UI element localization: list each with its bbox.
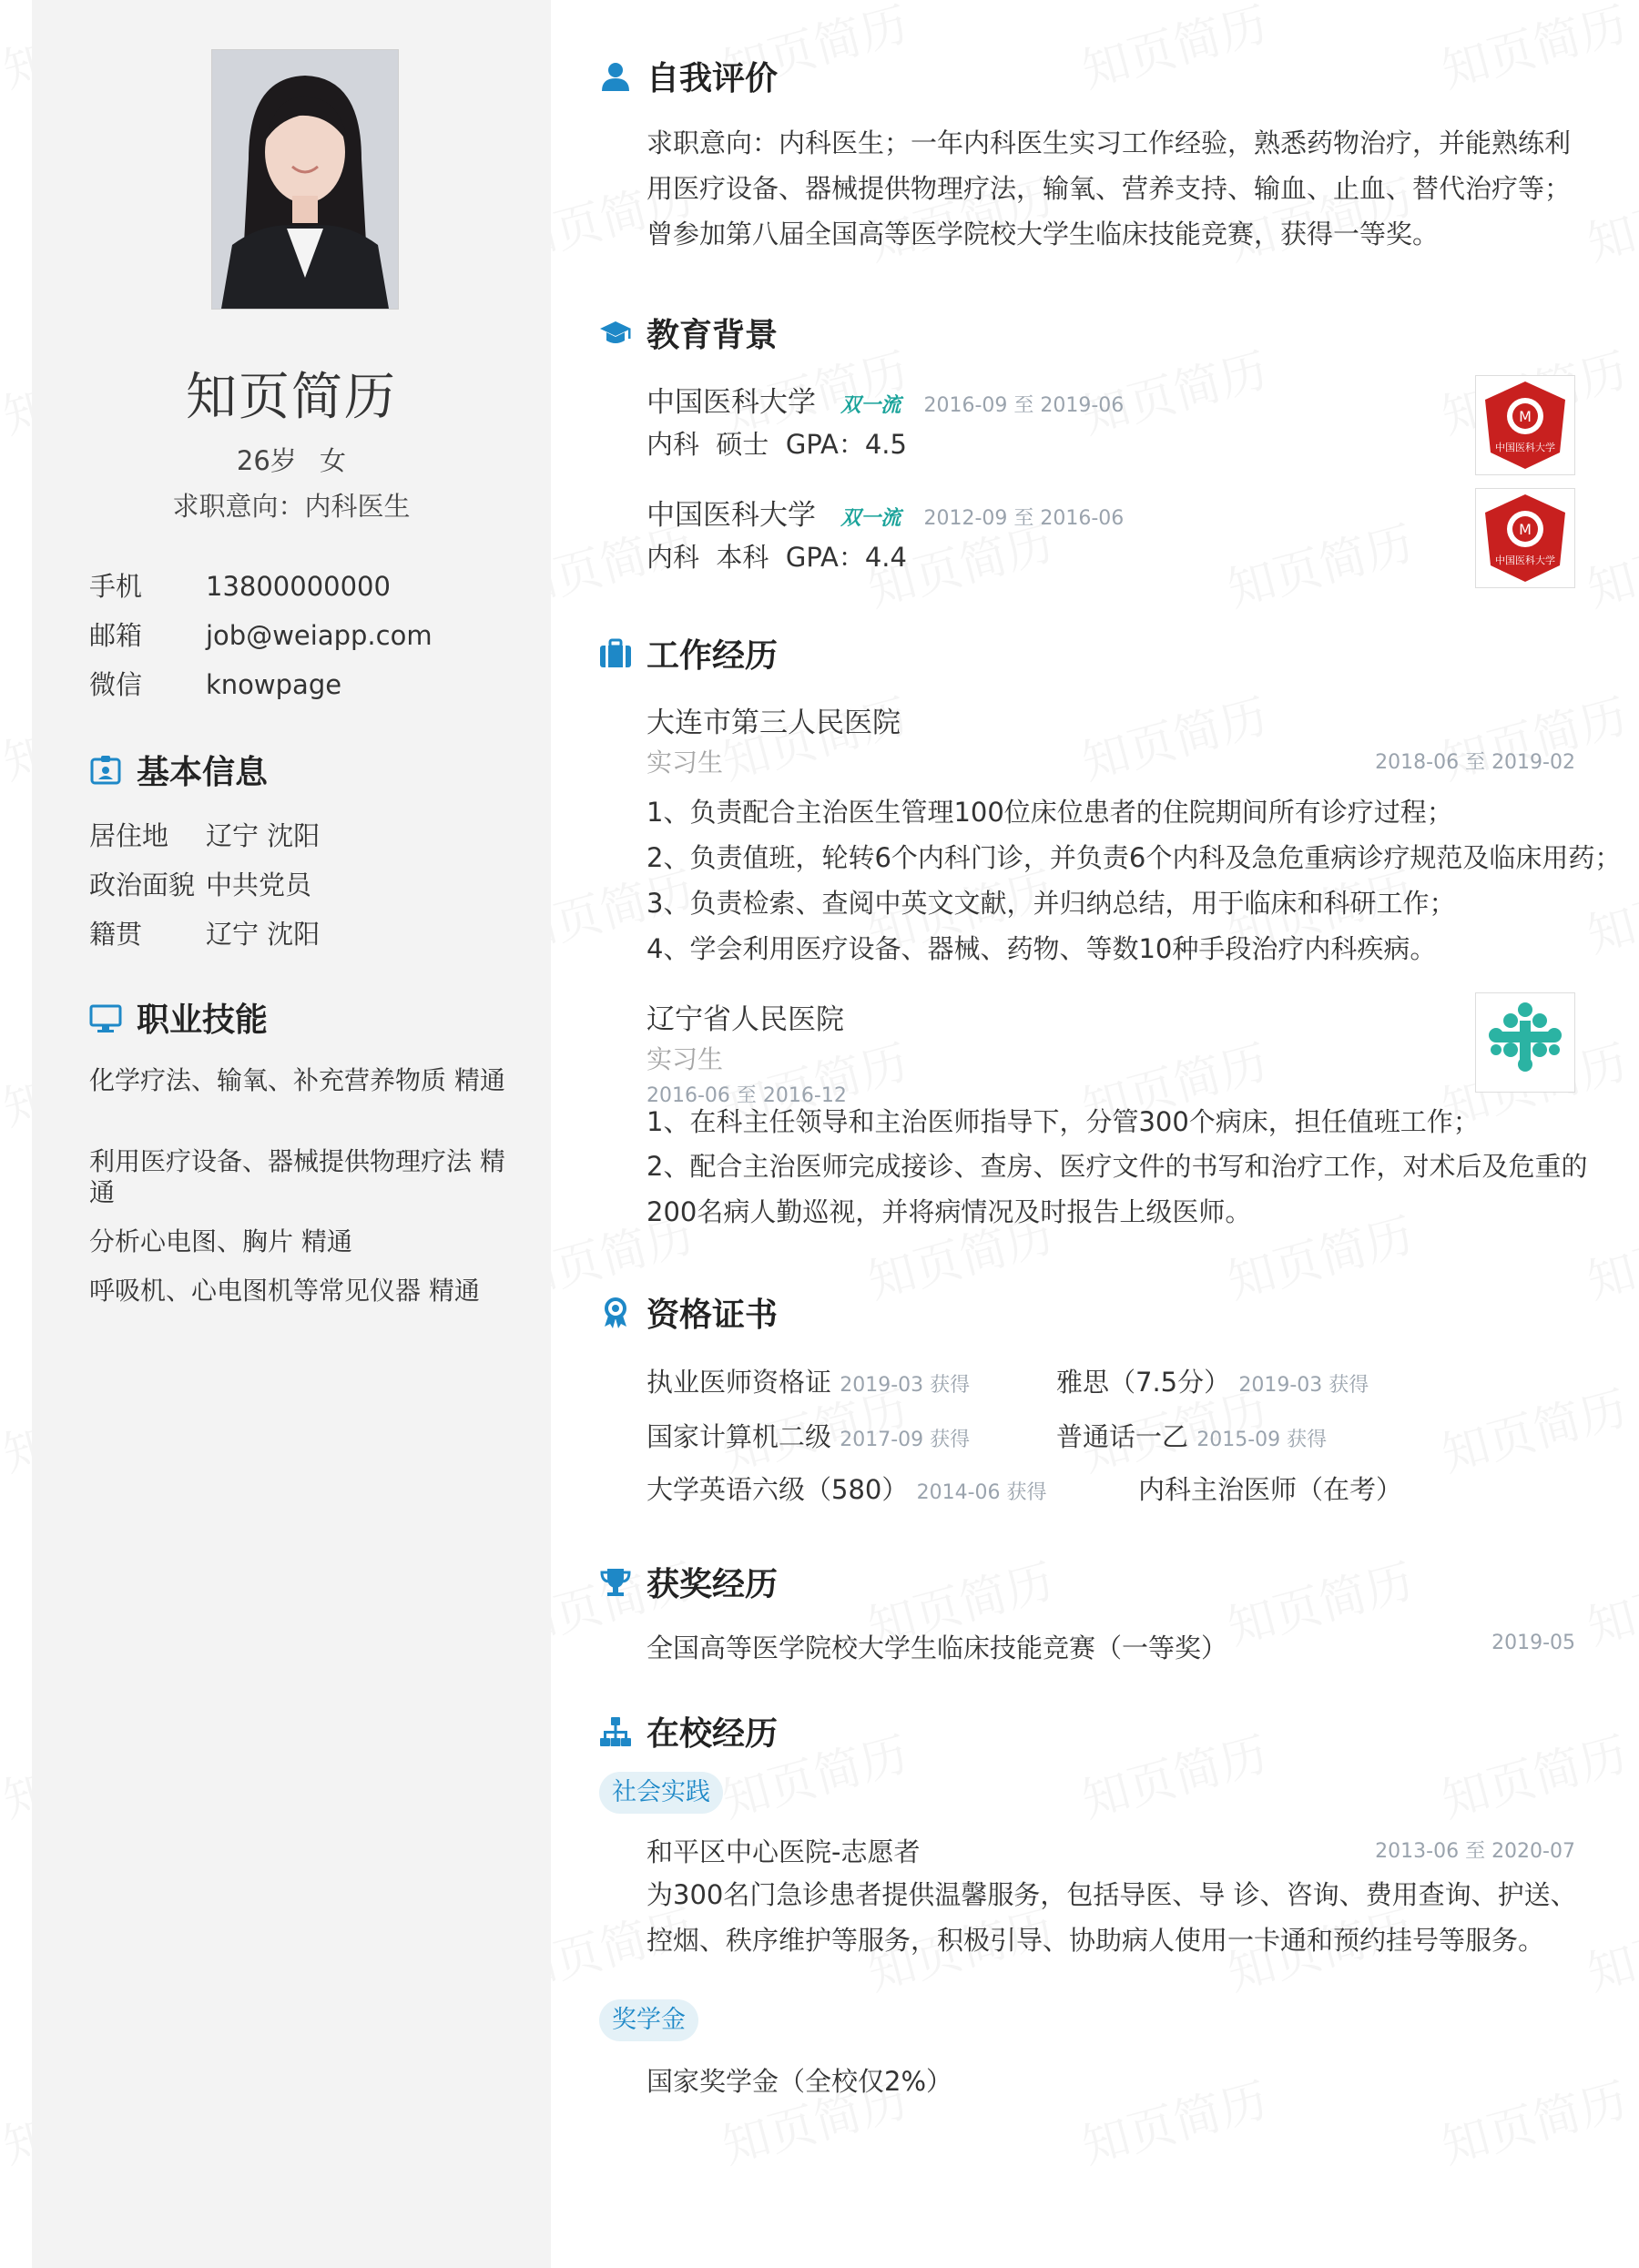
watermark-text [1074, 1715, 1274, 1830]
skill-item: 利用医疗设备、器械提供物理疗法 精通 [89, 1146, 505, 1207]
profile-age-sex [32, 441, 551, 478]
basic-value: 辽宁 沈阳 [206, 820, 321, 851]
contact-email [89, 615, 433, 653]
watermark-text [1433, 677, 1634, 792]
edu-tag: 双一流 [840, 507, 901, 530]
graduation-cap-icon [599, 317, 632, 350]
work-line: 3、负责检索、查阅中英文文献，并归纳总结，用于临床和科研工作； [646, 888, 1456, 919]
watermark-text [1219, 1542, 1420, 1657]
cert-date: 2014-06 获得 [916, 1481, 1047, 1504]
self-evaluation-text: 求职意向：内科医生；一年内科医生实习工作经验，熟悉药物治疗，并能熟练利用医疗设备、器械提供物理疗法，输氧、营养支持、输血、止血、替代治疗等；曾参加第八届全国高等医学院校大学生临床技能竞赛，获得一等奖。 [646, 127, 1572, 249]
cert-item [1056, 1417, 1327, 1454]
skill-item: 呼吸机、心电图机等常见仪器 精通 [89, 1276, 480, 1306]
hospital-logo [1475, 992, 1575, 1093]
cert-date: 2015-09 获得 [1196, 1429, 1328, 1451]
award-date: 2019-05 [1491, 1632, 1575, 1654]
watermark-text [1433, 1715, 1634, 1830]
watermark-text [1579, 1542, 1639, 1657]
campus-tag: 奖学金 [599, 1999, 698, 2041]
watermark-text [1433, 2061, 1634, 2176]
logo-text: 中国医科大学 [1495, 554, 1555, 566]
edu-detail: 内科 硕士 GPA：4.5 [646, 429, 907, 460]
monitor-icon [89, 1002, 122, 1034]
skill-item: 化学疗法、输氧、补充营养物质 精通 [89, 1065, 505, 1095]
trophy-icon [599, 1566, 632, 1599]
contact-label: 手机 [89, 571, 143, 602]
edu-date: 2012-09 至 2016-06 [923, 507, 1125, 530]
contact-label: 微信 [89, 669, 143, 700]
section-basic-title [89, 747, 268, 793]
work-date: 2018-06 至 2019-02 [1375, 751, 1575, 774]
section-self-title [599, 53, 778, 99]
cert-name: 内科主治医师（在考） [1138, 1474, 1403, 1505]
watermark-text [1074, 677, 1274, 792]
cert-item [646, 1470, 1047, 1507]
work-org: 大连市第三人民医院 [646, 707, 901, 739]
watermark-text [1219, 504, 1420, 619]
section-title-text: 职业技能 [137, 1002, 269, 1039]
work-line: 2、负责值班，轮转6个内科门诊，并负责6个内科及急危重病诊疗规范及临床用药； [646, 842, 1622, 873]
contact-label: 邮箱 [89, 620, 143, 651]
watermark-text [1074, 0, 1274, 101]
campus-date: 2013-06 至 2020-07 [1375, 1840, 1575, 1863]
section-work-title [599, 630, 778, 676]
edu-entry-2 [646, 492, 1124, 533]
contact-wechat [89, 665, 341, 702]
profile-intent: 求职意向：内科医生 [172, 491, 411, 522]
user-icon [599, 60, 632, 93]
contact-value: knowpage [206, 669, 342, 700]
logo-mark: M [1519, 408, 1532, 425]
section-title-text: 获奖经历 [646, 1566, 779, 1603]
cert-item [1056, 1362, 1369, 1399]
cert-date: 2017-09 获得 [840, 1429, 971, 1451]
cert-name: 执业医师资格证 [646, 1367, 832, 1398]
logo-mark: M [1519, 521, 1532, 538]
basic-label: 籍贯 [89, 919, 143, 950]
watermark-text [1433, 0, 1634, 101]
cert-name: 雅思（7.5分） [1056, 1367, 1231, 1398]
award-name: 全国高等医学院校大学生临床技能竞赛（一等奖） [646, 1632, 1228, 1663]
section-title-text: 自我评价 [646, 60, 779, 97]
watermark-text [1433, 1369, 1634, 1484]
briefcase-icon [599, 637, 632, 670]
section-campus-title [599, 1708, 778, 1754]
profile-age: 26岁 [236, 445, 297, 476]
profile-name: 知页简历 [186, 368, 397, 427]
profile-photo [211, 49, 399, 310]
work-date: 2016-06 至 2016-12 [646, 1084, 847, 1107]
university-logo [1475, 375, 1575, 475]
cert-name: 国家计算机二级 [646, 1421, 832, 1452]
cert-date: 2019-03 获得 [1238, 1374, 1369, 1397]
basic-value: 辽宁 沈阳 [206, 919, 321, 950]
sidebar [32, 0, 551, 2268]
work-role: 实习生 [646, 748, 724, 778]
section-title-text: 在校经历 [646, 1715, 779, 1753]
id-badge-icon [89, 754, 122, 787]
skill-item: 分析心电图、胸片 精通 [89, 1226, 352, 1256]
edu-detail: 内科 本科 GPA：4.4 [646, 542, 907, 573]
cert-item [646, 1417, 970, 1454]
university-logo [1475, 488, 1575, 588]
contact-value: job@weiapp.com [206, 620, 433, 651]
section-title-text: 基本信息 [137, 754, 269, 791]
work-line: 1、在科主任领导和主治医师指导下，分管300个病床，担任值班工作； [646, 1106, 1480, 1137]
section-certs-title [599, 1289, 778, 1336]
edu-date: 2016-09 至 2019-06 [923, 394, 1125, 417]
basic-value: 中共党员 [206, 870, 312, 900]
work-line: 4、学会利用医疗设备、器械、药物、等数10种手段治疗内科疾病。 [646, 933, 1437, 964]
edu-school: 中国医科大学 [646, 386, 816, 419]
sitemap-icon [599, 1715, 632, 1748]
edu-school: 中国医科大学 [646, 499, 816, 532]
section-title-text: 工作经历 [646, 637, 779, 675]
contact-phone [89, 566, 391, 604]
campus-tag: 社会实践 [599, 1772, 723, 1814]
basic-political [89, 865, 311, 902]
cert-name: 大学英语六级（580） [646, 1474, 909, 1505]
section-education-title [599, 310, 778, 356]
section-title-text: 教育背景 [646, 317, 779, 354]
watermark-text [1579, 504, 1639, 619]
work-line: 2、配合主治医师完成接诊、查房、医疗文件的书写和治疗工作，对术后及危重的200名病人勤巡视，并将病情况及时报告上级医师。 [646, 1151, 1588, 1227]
cert-date: 2019-03 获得 [840, 1374, 971, 1397]
campus-name: 和平区中心医院-志愿者 [646, 1836, 921, 1867]
contact-value: 13800000000 [206, 571, 391, 602]
cert-item [1138, 1470, 1402, 1507]
section-awards-title [599, 1559, 778, 1605]
work-line: 1、负责配合主治医生管理100位床位患者的住院期间所有诊疗过程； [646, 797, 1453, 828]
campus-name: 国家奖学金（全校仅2%） [646, 2066, 953, 2097]
section-skills-title [89, 994, 268, 1041]
logo-text: 中国医科大学 [1495, 442, 1555, 453]
award-icon [599, 1297, 632, 1329]
work-org: 辽宁省人民医院 [646, 1003, 844, 1036]
campus-text: 为300名门急诊患者提供温馨服务，包括导医、导 诊、咨询、费用查询、护送、控烟、秩序维护等服务，积极引导、协助病人使用一卡通和预约挂号等服务。 [646, 1879, 1577, 1956]
basic-residence [89, 816, 320, 853]
work-role: 实习生 [646, 1044, 724, 1074]
edu-entry-1 [646, 379, 1124, 420]
cert-item [646, 1362, 970, 1399]
profile-sex: 女 [320, 445, 347, 476]
section-title-text: 资格证书 [646, 1297, 779, 1334]
edu-tag: 双一流 [840, 394, 901, 417]
watermark-text [1074, 2061, 1274, 2176]
cert-name: 普通话一乙 [1056, 1421, 1189, 1452]
basic-label: 政治面貌 [89, 870, 196, 900]
basic-origin [89, 914, 320, 951]
basic-label: 居住地 [89, 820, 169, 851]
